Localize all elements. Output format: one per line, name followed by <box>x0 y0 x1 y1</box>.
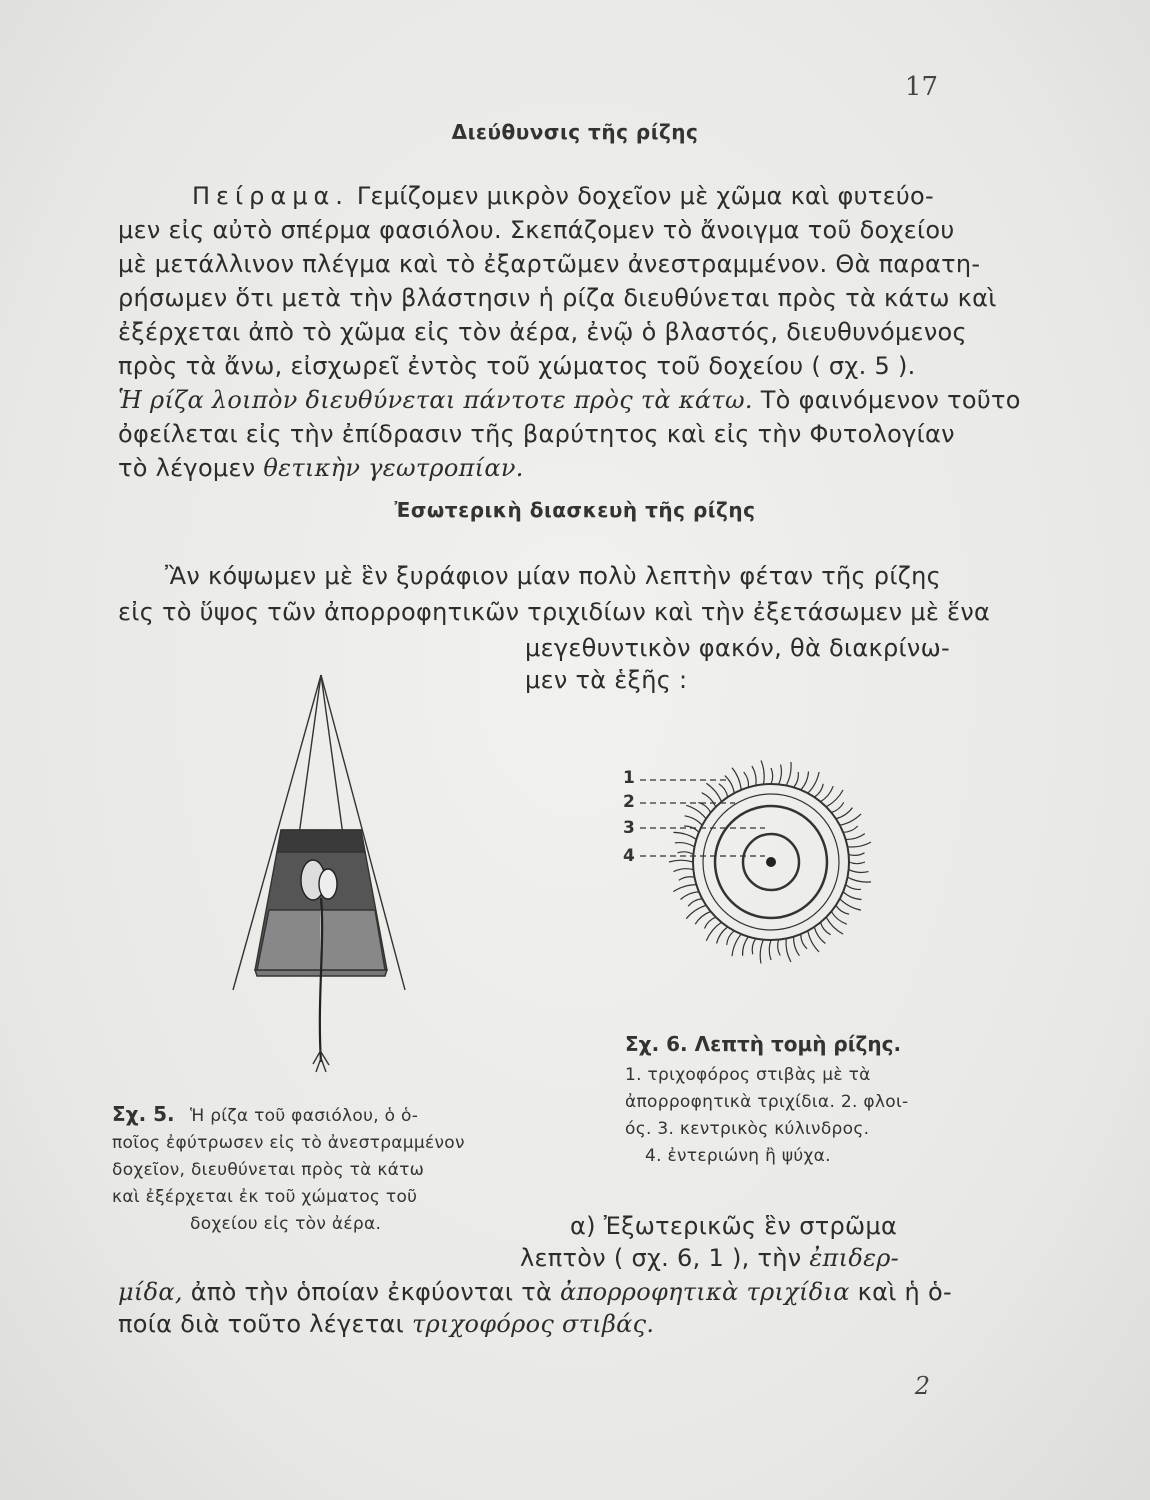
paragraph-line-2: μεν εἰς αὐτὸ σπέρμα φασιόλου. Σκεπάζομεν τὸ ἄνοιγμα τοῦ δοχείου <box>118 216 955 244</box>
root-hair <box>743 937 749 956</box>
paragraph3-line-4: ποία διὰ τοῦτο λέγεται τριχοφόρος στιβάς. <box>118 1310 655 1338</box>
figure-6-caption-line-4: 4. ἐντεριώνη ἢ ψύχα. <box>645 1146 831 1166</box>
root-hair <box>814 784 823 797</box>
root-hair <box>840 899 861 910</box>
root-hair <box>843 892 861 900</box>
paragraph2-line-4: μεν τὰ ἑξῆς : <box>525 666 688 694</box>
page-number-bottom: 2 <box>914 1372 930 1400</box>
root-hair <box>846 885 861 890</box>
root-hair <box>744 772 749 787</box>
fig6-label-3: 3 <box>623 818 635 838</box>
root-hair <box>675 843 695 847</box>
root-hair <box>779 765 782 785</box>
emphasis-rule: Ἡ ρίζα λοιπὸν διευθύνεται πάντοτε πρὸς τὰ κάτω. <box>118 386 753 414</box>
root-hair <box>836 905 849 914</box>
root-hair <box>801 772 809 790</box>
root-hair <box>826 917 843 934</box>
figure-6-drawing <box>600 740 940 1000</box>
paragraph-line-7: Ἡ ρίζα λοιπὸν διευθύνεται πάντοτε πρὸς τὰ κάτω. Τὸ φαινόμενον τοῦτο <box>118 386 1021 414</box>
root-hair <box>848 842 872 847</box>
root-hair <box>801 934 807 949</box>
root-hair <box>849 870 869 873</box>
pith-dot <box>766 857 776 867</box>
figure-5-caption-line-5: δοχείου εἰς τὸν ἀέρα. <box>190 1214 382 1234</box>
root-hair <box>769 940 771 960</box>
figure-5-caption-line-3: δοχεῖον, διευθύνεται πρὸς τὰ κάτω <box>112 1160 425 1180</box>
root-hair <box>685 816 703 825</box>
root-hair <box>849 862 865 864</box>
root-hair <box>752 939 756 955</box>
section-heading-direction: Διεύθυνσις τῆς ρίζης <box>451 120 699 144</box>
root-hair <box>674 869 694 872</box>
paragraph-line-4: ρήσωμεν ὅτι μετὰ τὴν βλάστησιν ἡ ρίζα διευθύνεται πρὸς τὰ κάτω καὶ <box>118 284 997 312</box>
experiment-label: Πείραμα. <box>192 182 349 210</box>
fig6-label-4: 4 <box>623 846 635 866</box>
fig6-label-1: 1 <box>623 768 635 788</box>
root-hair <box>686 905 706 918</box>
root-hair <box>761 761 764 785</box>
paragraph-line-1: Πείραμα. Γεμίζομεν μικρὸν δοχεῖον μὲ χῶμα καὶ φυτεύο- <box>192 182 934 210</box>
term-geotropism: θετικὴν γεωτροπίαν. <box>263 454 524 482</box>
figure-5-caption-line-4: καὶ ἐξέρχεται ἐκ τοῦ χώματος τοῦ <box>112 1187 418 1207</box>
figure-6-caption-line-3: ός. 3. κεντρικὸς κύλινδρος. <box>625 1119 870 1139</box>
root-hair <box>706 922 721 941</box>
root-hair <box>843 826 858 832</box>
root-hair <box>717 927 728 944</box>
root-hair <box>705 917 716 928</box>
root-hair <box>821 922 831 934</box>
root-hair <box>826 790 843 807</box>
root-hair <box>786 939 791 963</box>
root-hair <box>760 940 763 964</box>
paragraph2-line-3: μεγεθυντικὸν φακόν, θὰ διακρίνω- <box>525 634 950 662</box>
root-hair <box>794 937 800 956</box>
root-hair <box>678 852 694 855</box>
paragraph3-line-2: λεπτὸν ( σχ. 6, 1 ), τὴν ἐπιδερ- <box>520 1244 900 1272</box>
figure-5-caption-line-1: Ἡ ρίζα τοῦ φασιόλου, ὁ ὁ- <box>190 1106 419 1126</box>
term-piliferous-layer: τριχοφόρος στιβάς. <box>412 1310 655 1338</box>
figure-5-caption-title: Σχ. 5. <box>112 1102 175 1126</box>
root-hair <box>848 877 872 882</box>
root-hair <box>752 766 756 786</box>
root-hair <box>688 899 702 907</box>
root-hair <box>719 784 728 797</box>
paragraph-line-5: ἐξέρχεται ἀπὸ τὸ χῶμα εἰς τὸν ἀέρα, ἐνῷ ὁ βλαστός, διευθυνόμενος <box>118 318 967 346</box>
root-hair <box>786 762 791 786</box>
figure-5-caption-line-2: ποῖος ἐφύτρωσεν εἰς τὸ ἀνεστραμμένον <box>112 1133 465 1153</box>
figure-6-caption-line-2: ἀπορροφητικὰ τριχίδια. 2. φλοι- <box>625 1092 909 1112</box>
paragraph2-line-1: Ἂν κόψωμεν μὲ ἓν ξυράφιον μίαν πολὺ λεπτὴν φέταν τῆς ρίζης <box>165 562 942 590</box>
root-hair <box>849 853 865 856</box>
root-hair <box>727 931 735 945</box>
root-hair <box>698 802 710 812</box>
root-hair <box>771 768 773 784</box>
page-number-top: 17 <box>904 72 938 102</box>
paragraph3-line-3: μίδα, ἀπὸ τὴν ὁποίαν ἐκφύονται τὰ ἀπορροφητικὰ τριχίδια καὶ ἡ ὁ- <box>118 1278 952 1306</box>
paragraph-line-3: μὲ μετάλλινον πλέγμα καὶ τὸ ἐξαρτῶμεν ἀνεστραμμένον. Θὰ παρατη- <box>118 250 981 278</box>
fig6-label-2: 2 <box>623 792 635 812</box>
paragraph3-line-1: α) Ἐξωτερικῶς ἓν στρῶμα <box>570 1212 898 1240</box>
root-hair <box>794 772 799 787</box>
root-hair <box>684 826 699 832</box>
root-hair <box>846 834 865 840</box>
root-hair <box>673 832 696 839</box>
paragraph2-line-2: εἰς τὸ ὕψος τῶν ἀπορροφητικῶν τριχιδίων καὶ τὴν ἐξετάσωμεν μὲ ἕνα <box>118 598 991 626</box>
root-hair <box>808 772 819 793</box>
root-hair <box>831 802 843 812</box>
root-hair <box>673 885 696 892</box>
figure-6-caption-title: Σχ. 6. Λεπτὴ τομὴ ρίζης. <box>625 1032 902 1056</box>
root-hair <box>732 934 741 956</box>
root-hair <box>679 877 695 881</box>
root-hair <box>732 768 741 790</box>
root-hair <box>778 940 781 956</box>
root-hair <box>681 892 699 900</box>
figure-6-caption-line-1: 1. τριχοφόρος στιβὰς μὲ τὰ <box>625 1065 871 1085</box>
paragraph-line-9: τὸ λέγομεν θετικὴν γεωτροπίαν. <box>118 454 524 482</box>
root-hair <box>706 783 721 802</box>
root-hair <box>669 860 693 862</box>
paragraph-line-8: ὀφείλεται εἰς τὴν ἐπίδρασιν τῆς βαρύτητος καὶ εἰς τὴν Φυτολογίαν <box>118 420 955 448</box>
root-hair <box>725 776 734 794</box>
figure-5-drawing <box>225 670 410 1100</box>
section-heading-structure: Ἐσωτερικὴ διασκευὴ τῆς ρίζης <box>394 498 756 522</box>
paragraph-line-6: πρὸς τὰ ἄνω, εἰσχωρεῖ ἐντὸς τοῦ χώματος τοῦ δοχείου ( σχ. 5 ). <box>118 352 916 380</box>
